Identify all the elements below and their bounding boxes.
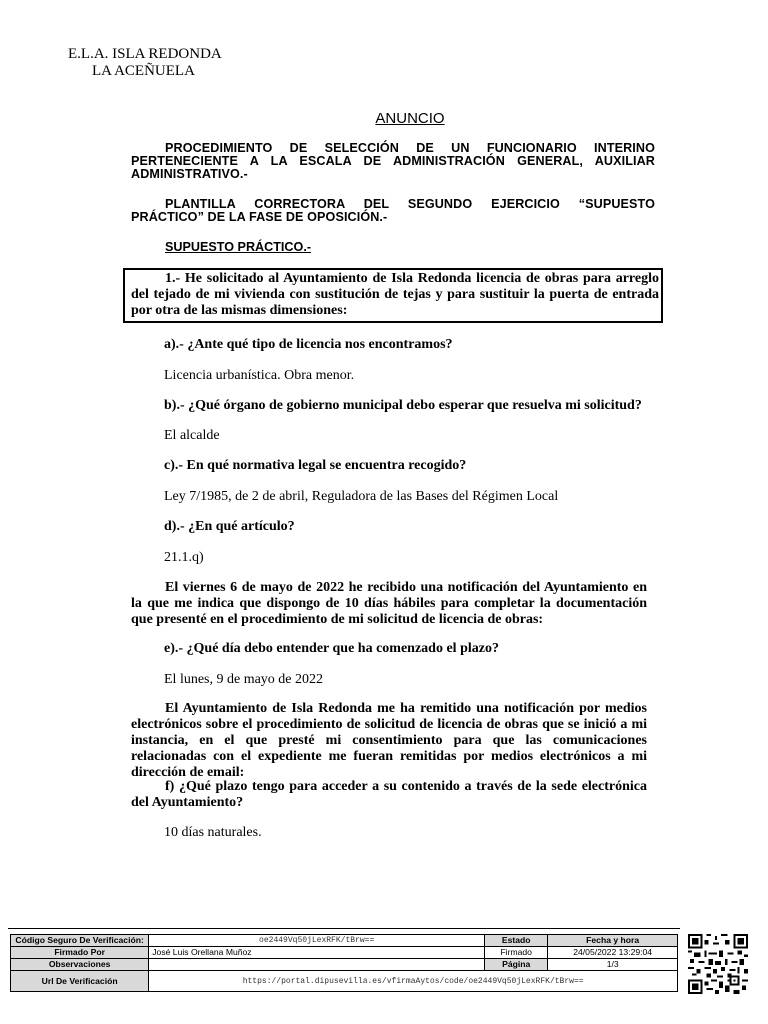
qr-code-icon	[688, 934, 748, 994]
answer-f: 10 días naturales.	[164, 825, 262, 840]
answer-a: Licencia urbanística. Obra menor.	[164, 368, 355, 383]
case-box	[123, 268, 663, 323]
status-value: Firmado	[485, 947, 548, 959]
question-e: e).- ¿Qué día debo entender que ha comenzado el plazo?	[164, 641, 499, 656]
issuer-locality: LA ACEÑUELA	[92, 63, 195, 79]
answer-c: Ley 7/1985, de 2 de abril, Reguladora de las Bases del Régimen Local	[164, 489, 559, 504]
observations-value	[149, 959, 485, 971]
signature-footer	[8, 928, 680, 992]
answer-d: 21.1.q)	[164, 550, 204, 565]
procedure-paragraph	[131, 142, 655, 182]
issuer-header	[68, 46, 222, 80]
question-d: d).- ¿En qué artículo?	[164, 519, 295, 534]
electronic-text: El Ayuntamiento de Isla Redonda me ha remitido una notificación por medios electrónicos sobre el procedimiento de solicitud de licencia de obras que se inició a mi instancia, en el que presté mi consentimiento para que las comunicaciones relacionadas con el expediente me fueran remitidas por medios electrónicos a mi dirección de email:	[131, 701, 647, 780]
electronic-paragraph	[131, 701, 647, 781]
question-f-text: f) ¿Qué plazo tengo para acceder a su contenido a través de la sede electrónica del Ayuntamiento?	[131, 779, 647, 810]
question-c: c).- En qué normativa legal se encuentra recogido?	[164, 458, 467, 473]
datetime-value: 24/05/2022 13:29:04	[548, 947, 678, 959]
issuer-name: E.L.A. ISLA REDONDA	[68, 46, 222, 62]
csv-label: Código Seguro De Verificación:	[11, 935, 149, 947]
status-label: Estado	[485, 935, 548, 947]
section-heading: SUPUESTO PRÁCTICO.-	[165, 240, 312, 254]
signed-by-value: José Luis Orellana Muñoz	[149, 947, 485, 959]
url-label: Url De Verificación	[11, 971, 149, 992]
datetime-label: Fecha y hora	[548, 935, 678, 947]
verification-table	[10, 934, 678, 992]
notification-text: El viernes 6 de mayo de 2022 he recibido una notificación del Ayuntamiento en la que me indica que dispongo de 10 días hábiles para completar la documentación que presenté en el procedimiento de mi solicitud de licencia de obras:	[131, 580, 647, 627]
page-value: 1/3	[548, 959, 678, 971]
document-title: ANUNCIO	[375, 110, 445, 127]
case-text: 1.- He solicitado al Ayuntamiento de Isla Redonda licencia de obras para arreglo del tejado de mi vivienda con sustitución de tejas y para sustituir la puerta de entrada por otra de las mismas dimensiones:	[131, 271, 659, 318]
answer-e: El lunes, 9 de mayo de 2022	[164, 672, 324, 687]
verification-url[interactable]: https://portal.dipusevilla.es/vfirmaAytos/code/oe2449Vq50jLexRFK/tBrw==	[149, 971, 678, 992]
template-paragraph	[131, 198, 655, 224]
question-a: a).- ¿Ante qué tipo de licencia nos encontramos?	[164, 337, 453, 352]
signed-by-label: Firmado Por	[11, 947, 149, 959]
csv-value: oe2449Vq50jLexRFK/tBrw==	[149, 935, 485, 947]
notification-paragraph	[131, 580, 647, 628]
answer-b: El alcalde	[164, 428, 220, 443]
observations-label: Observaciones	[11, 959, 149, 971]
page-label: Página	[485, 959, 548, 971]
question-b: b).- ¿Qué órgano de gobierno municipal debo esperar que resuelva mi solicitud?	[164, 398, 642, 413]
question-f	[131, 779, 647, 811]
template-text: PLANTILLA CORRECTORA DEL SEGUNDO EJERCICIO “SUPUESTO PRÁCTICO” DE LA FASE DE OPOSICIÓN.-	[131, 197, 655, 225]
procedure-text: PROCEDIMIENTO DE SELECCIÓN DE UN FUNCIONARIO INTERINO PERTENECIENTE A LA ESCALA DE ADMINISTRACIÓN GENERAL, AUXILIAR ADMINISTRATIVO.-	[131, 141, 655, 182]
